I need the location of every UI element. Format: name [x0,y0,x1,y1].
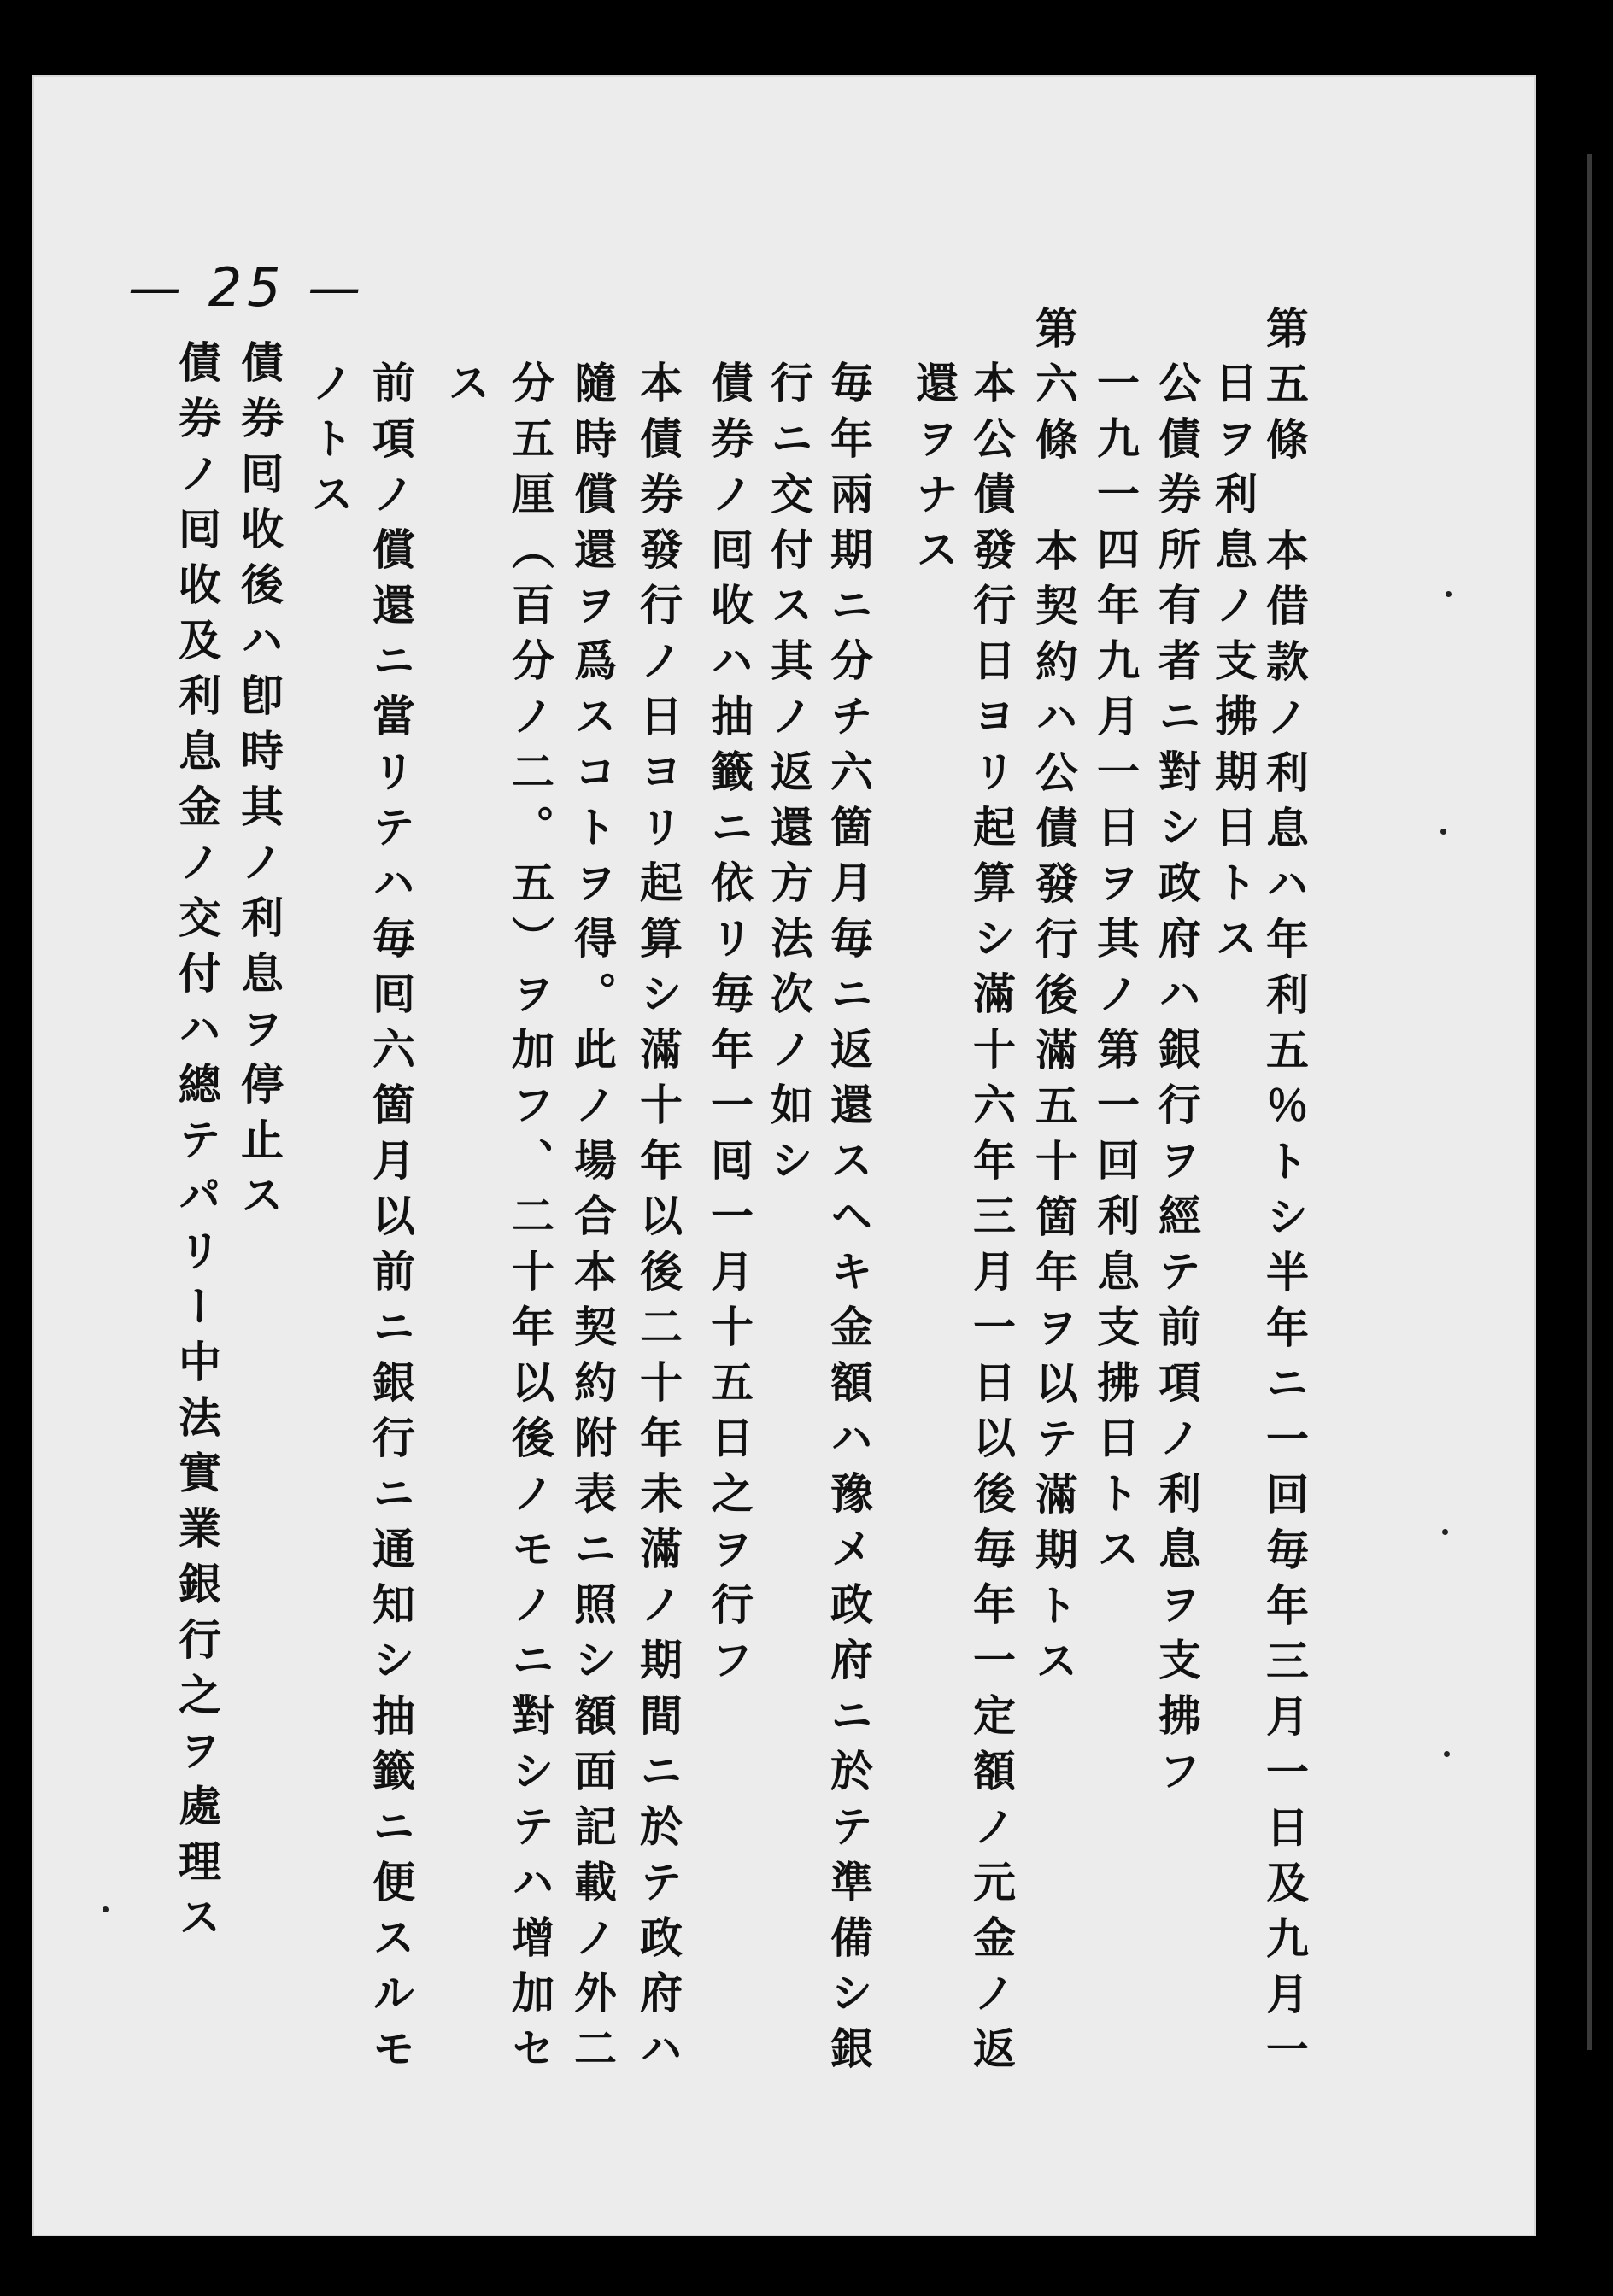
text-column: ス [441,360,490,416]
text-column: 日ヲ利息ノ支拂期日トス [1208,360,1258,971]
page-number: — 25 — [128,256,367,319]
speck [1442,1529,1448,1535]
text-column: 債券ノ囘收ハ抽籤ニ依リ毎年一囘一月十五日之ヲ行フ [704,360,754,1693]
speck [103,1906,109,1912]
speck [1444,1751,1450,1757]
text-column: ノトス [304,360,354,527]
text-column: 毎年兩期ニ分チ六箇月毎ニ返還スヘキ金額ハ豫メ政府ニ於テ準備シ銀 [824,360,873,2082]
speck [1440,829,1446,835]
text-column: 一九一四年九月一日ヲ其ノ第一回利息支拂日トス [1090,360,1140,1582]
text-column: 第五條 本借款ノ利息ハ年利五％トシ半年ニ一回毎年三月一日及九月一 [1259,306,1309,2082]
text-column: 隨時償還ヲ爲スコトヲ得。此ノ場合本契約附表ニ照シ額面記載ノ外二 [567,360,617,2082]
text-column: 本債券發行ノ日ヨリ起算シ滿十年以後二十年未滿ノ期間ニ於テ政府ハ [633,360,683,2082]
text-column: 前項ノ償還ニ當リテハ毎囘六箇月以前ニ銀行ニ通知シ抽籤ニ便スルモ [366,360,415,2082]
text-column: 本公債發行日ヨリ起算シ滿十六年三月一日以後毎年一定額ノ元金ノ返 [966,360,1016,2082]
text-column: 還ヲナス [909,360,959,583]
text-column: 債券囘收後ハ卽時其ノ利息ヲ停止ス [234,340,284,1228]
text-column: 債券ノ囘收及利息金ノ交付ハ總テパリー中法實業銀行之ヲ處理ス [172,340,221,1950]
text-column: 分五厘（百分ノ二。五）ヲ加フ、二十年以後ノモノニ對シテハ增加セ [505,360,554,2082]
text-column: 第六條 本契約ハ公債發行後滿五十箇年ヲ以テ滿期トス [1029,306,1078,1694]
page-edge-shadow [1587,154,1592,2050]
text-column: 行ニ交付ス其ノ返還方法次ノ如シ [764,360,813,1193]
text-column: 公債券所有者ニ對シ政府ハ銀行ヲ經テ前項ノ利息ヲ支拂フ [1152,360,1201,1804]
speck [1446,591,1452,597]
